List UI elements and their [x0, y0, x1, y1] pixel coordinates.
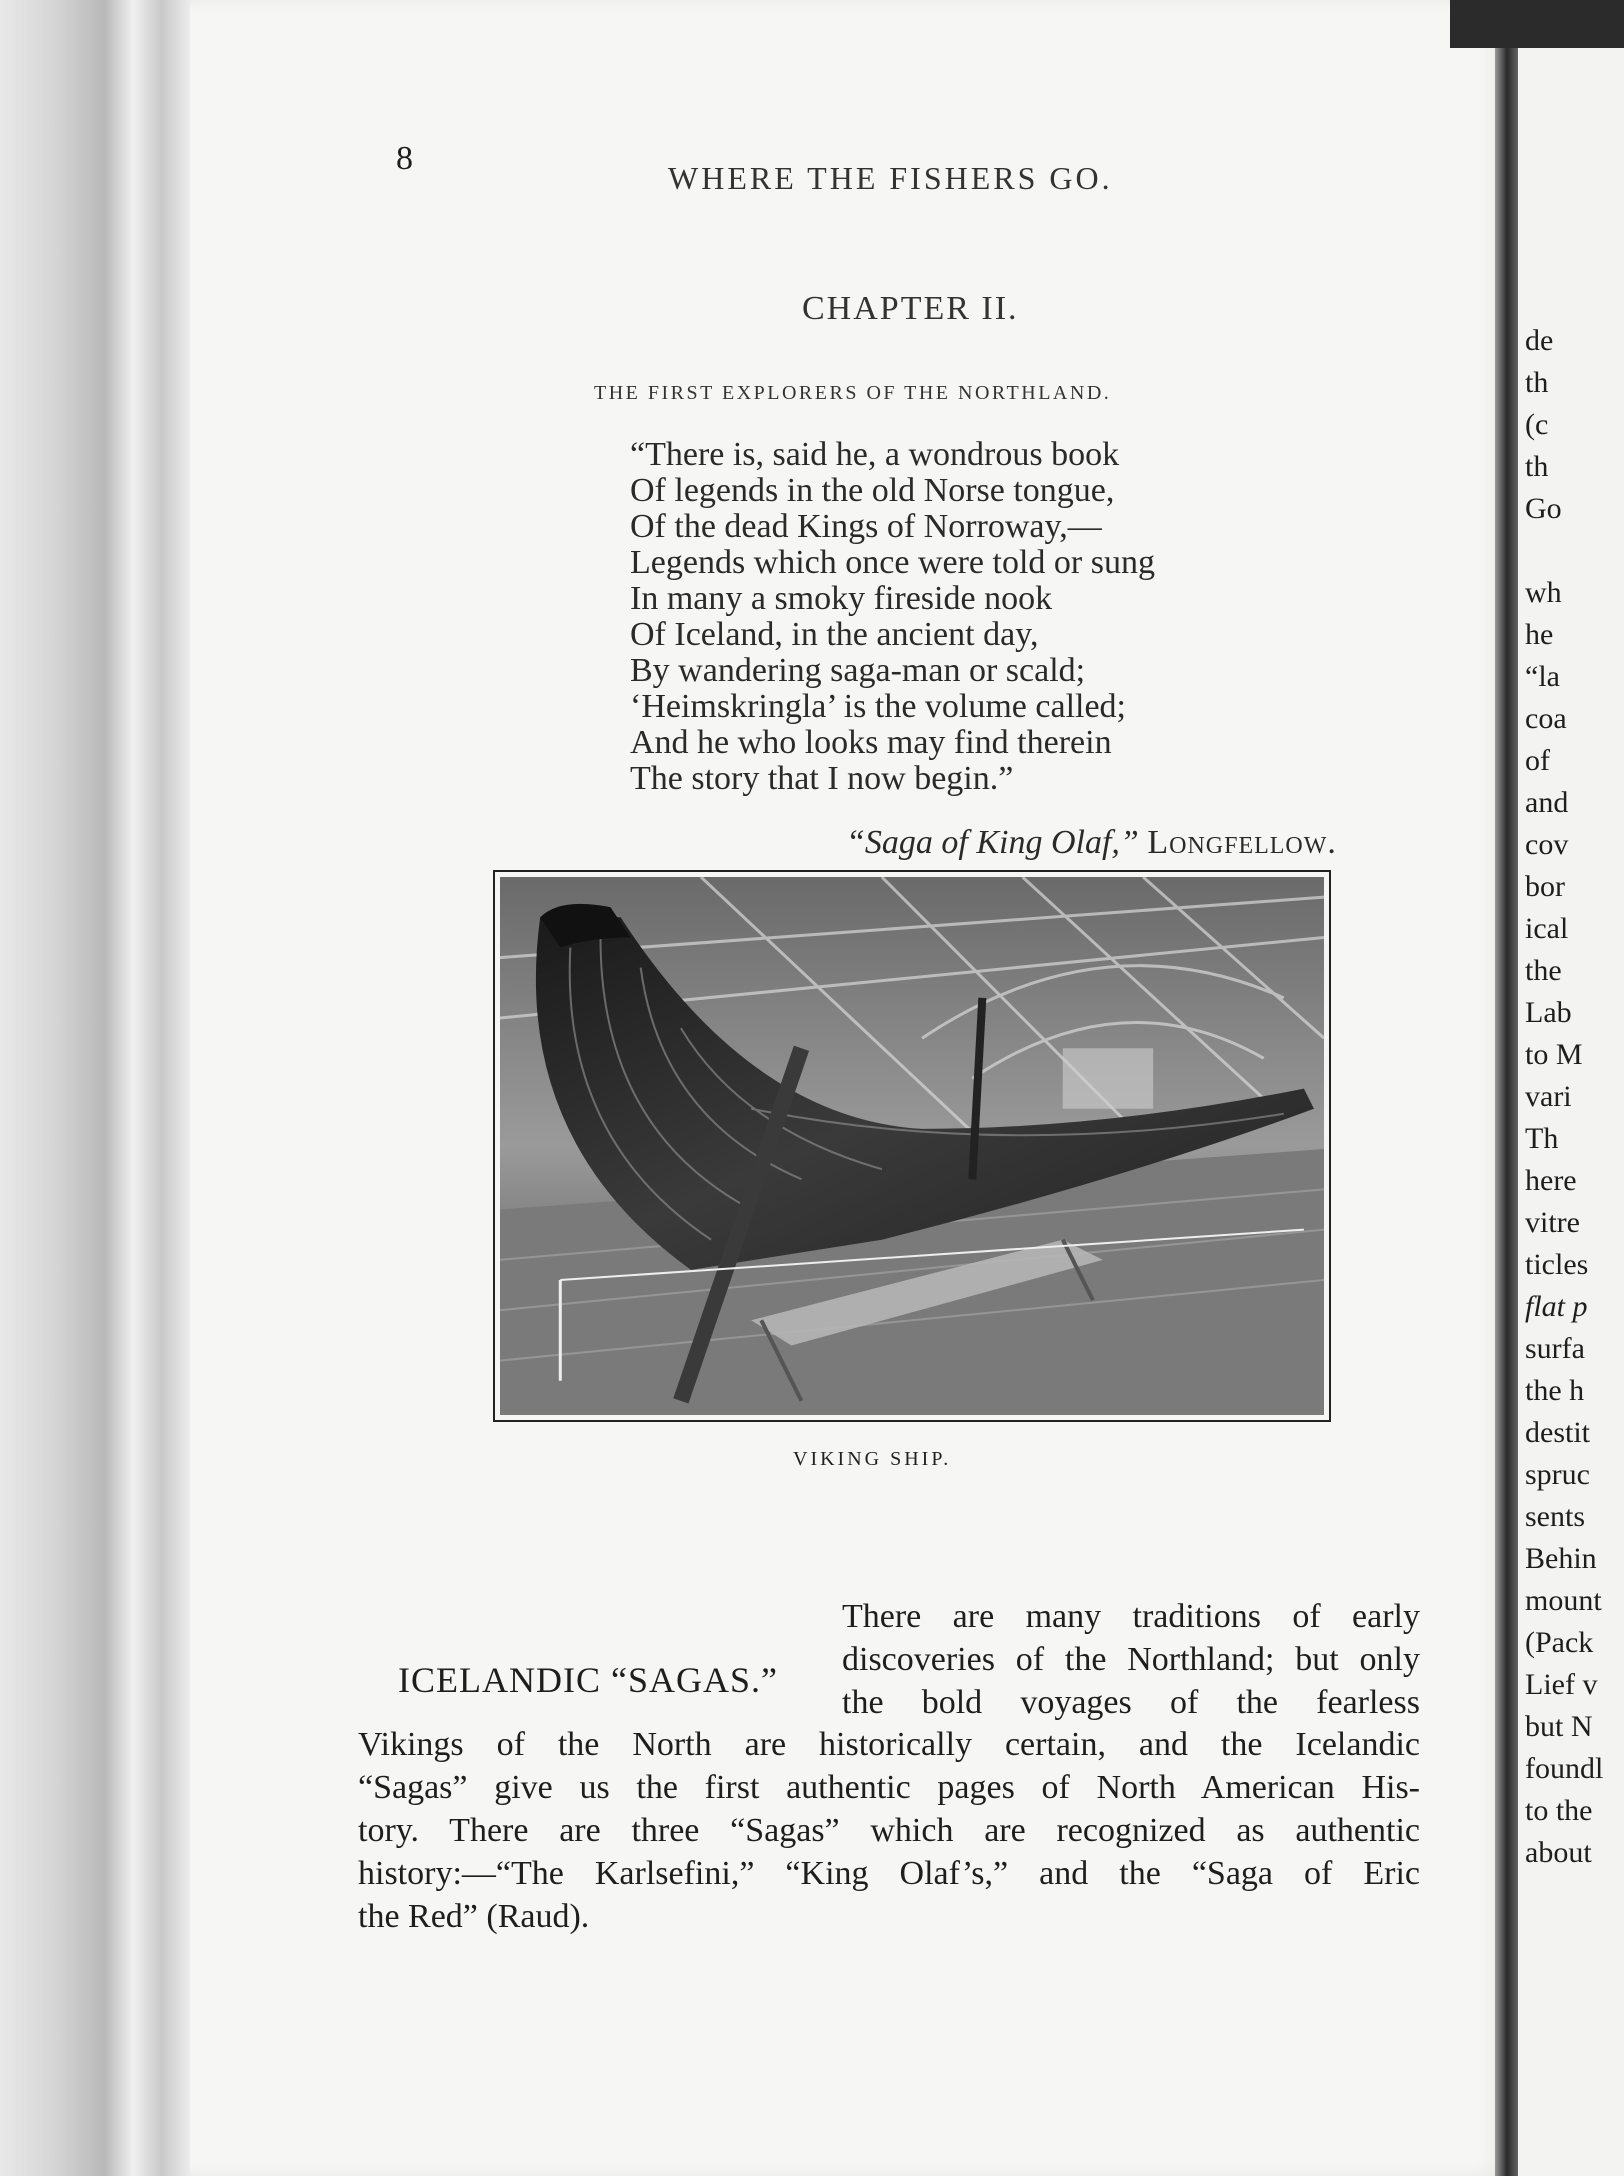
right-page-fragment: Th: [1525, 1122, 1559, 1155]
poem-line: Of the dead Kings of Norroway,—: [630, 508, 1102, 545]
scan-border: [1450, 0, 1624, 48]
right-page-fragment: (Pack: [1525, 1626, 1594, 1659]
right-page-fragment: Lab: [1525, 996, 1572, 1029]
section-side-head: ICELANDIC “SAGAS.”: [398, 1660, 778, 1700]
poem-line: In many a smoky fireside nook: [630, 580, 1053, 617]
poem-line: ‘Heimskringla’ is the volume called;: [630, 688, 1127, 725]
right-page-fragment: ticles: [1525, 1248, 1589, 1281]
right-page-fragment: foundl: [1525, 1752, 1604, 1785]
paragraph-opening: [842, 1595, 1420, 1724]
poem-line: Of Iceland, in the ancient day,: [630, 616, 1039, 653]
right-page-fragment: and: [1525, 786, 1569, 819]
citation-title: “Saga of King Olaf,”: [846, 824, 1139, 861]
right-page-fragment: de: [1525, 324, 1554, 357]
right-page-fragment: he: [1525, 618, 1554, 651]
right-page-fragment: th: [1525, 366, 1549, 399]
right-page-fragment: cov: [1525, 828, 1569, 861]
right-page-fragment: surfa: [1525, 1332, 1585, 1365]
text-line: There are many traditions of early: [842, 1598, 1420, 1635]
right-page-fragment: sents: [1525, 1500, 1585, 1533]
right-page-fragment: coa: [1525, 702, 1567, 735]
poem-line: “There is, said he, a wondrous book: [630, 436, 1120, 473]
right-page-fragment: ical: [1525, 912, 1569, 945]
right-page-fragment: the: [1525, 954, 1562, 987]
right-page-fragment: here: [1525, 1164, 1577, 1197]
poem-citation: [846, 824, 1337, 862]
right-page-fragment: to M: [1525, 1038, 1583, 1071]
poem-line: Legends which once were told or sung: [630, 544, 1155, 581]
right-page-fragment: to the: [1525, 1794, 1593, 1827]
figure-caption: VIKING SHIP.: [793, 1448, 952, 1470]
chapter-subtitle: THE FIRST EXPLORERS OF THE NORTHLAND.: [594, 382, 1112, 404]
right-page-fragment: mount: [1525, 1584, 1602, 1617]
right-page-fragment: spruc: [1525, 1458, 1590, 1491]
right-page-fragment: about: [1525, 1836, 1592, 1869]
epigraph-poem: [630, 437, 1250, 797]
right-page-fragment: vitre: [1525, 1206, 1580, 1239]
right-page-fragment: Lief v: [1525, 1668, 1598, 1701]
text-line: “Sagas” give us the first authentic pages of North American His-: [358, 1769, 1420, 1806]
text-line: the Red” (Raud).: [358, 1898, 590, 1935]
right-page-fragment: wh: [1525, 576, 1562, 609]
poem-line: And he who looks may find therein: [630, 724, 1112, 761]
viking-ship-photo: [493, 870, 1331, 1422]
right-page-fragments: [1525, 320, 1603, 1874]
right-page-fragment: bor: [1525, 870, 1565, 903]
right-page-fragment: flat p: [1525, 1290, 1588, 1323]
right-page-fragment: “la: [1525, 660, 1560, 693]
right-page-fragment: Behin: [1525, 1542, 1597, 1575]
text-line: discoveries of the Northland; but only: [842, 1641, 1420, 1678]
right-page-fragment: Go: [1525, 492, 1562, 525]
poem-line: By wandering saga-man or scald;: [630, 652, 1086, 689]
right-page-fragment: the h: [1525, 1374, 1585, 1407]
page-number: 8: [396, 140, 413, 177]
text-line: history:—“The Karlsefini,” “King Olaf’s,” and the “Saga of Eric: [358, 1855, 1420, 1892]
chapter-title: CHAPTER II.: [802, 290, 1019, 327]
right-page-fragment: of: [1525, 744, 1550, 777]
right-page-fragment: [1525, 530, 1603, 572]
paragraph-body: [358, 1723, 1420, 1938]
right-page-fragment: but N: [1525, 1710, 1593, 1743]
right-page-fragment: (c: [1525, 408, 1549, 441]
text-line: the bold voyages of the fearless: [842, 1684, 1420, 1721]
poem-line: Of legends in the old Norse tongue,: [630, 472, 1115, 509]
citation-author: Longfellow.: [1147, 824, 1337, 861]
viking-ship-illustration: [500, 877, 1324, 1415]
text-line: Vikings of the North are historically certain, and the Icelandic: [358, 1726, 1420, 1763]
poem-line: The story that I now begin.”: [630, 760, 1014, 797]
right-page-fragment: vari: [1525, 1080, 1572, 1113]
right-page-fragment: th: [1525, 450, 1549, 483]
running-head: WHERE THE FISHERS GO.: [668, 160, 1113, 196]
text-line: tory. There are three “Sagas” which are recognized as authentic: [358, 1812, 1420, 1849]
book-gutter: [1495, 0, 1519, 2176]
page-stack-edge: [0, 0, 190, 2176]
right-page-fragment: destit: [1525, 1416, 1590, 1449]
